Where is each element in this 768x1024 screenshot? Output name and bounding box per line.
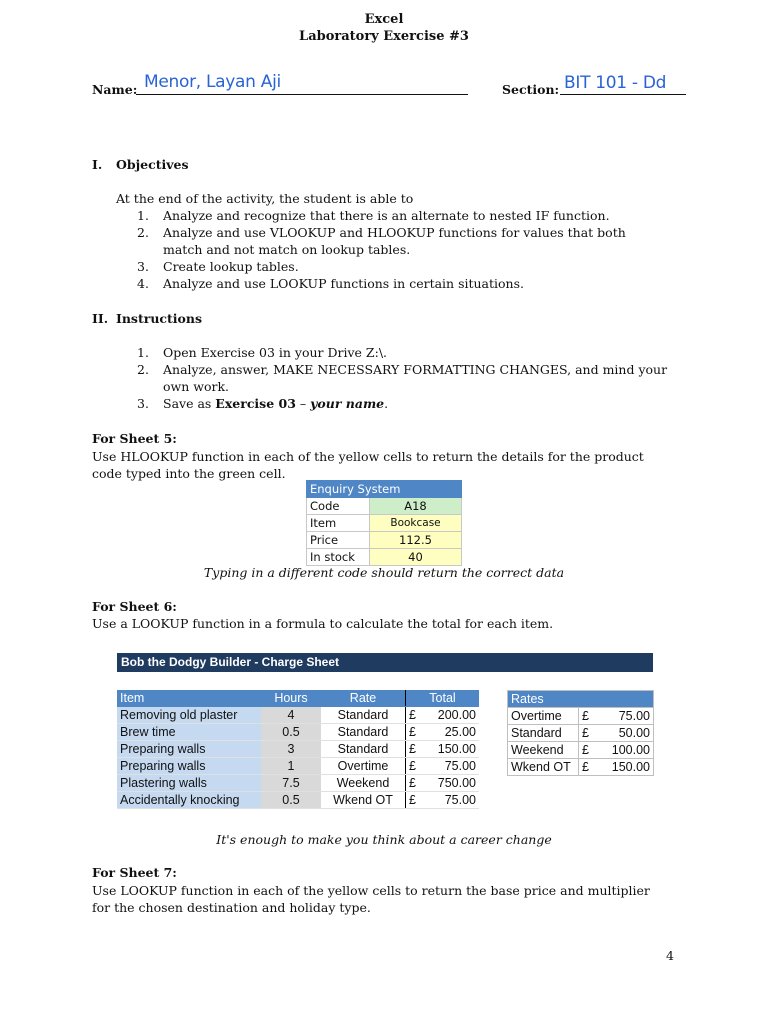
objectives-heading-text: Objectives — [116, 157, 189, 172]
list-item-text: Analyze and use VLOOKUP and HLOOKUP functions for values that both — [163, 225, 626, 240]
price-cell[interactable]: 112.5 — [370, 532, 462, 549]
list-item-number: 3. — [137, 259, 149, 274]
item-cell: Preparing walls — [117, 758, 261, 775]
rate-cell: Wkend OT — [321, 792, 406, 809]
rate-name-cell: Standard — [508, 725, 579, 742]
hours-cell: 0.5 — [261, 792, 321, 809]
sheet5-heading: For Sheet 5: — [92, 431, 177, 446]
currency-cell: £ — [406, 775, 427, 792]
list-item-text: Analyze, answer, MAKE NECESSARY FORMATTING CHANGES, and mind your — [163, 362, 668, 377]
table-row — [508, 708, 654, 725]
list-item — [137, 224, 677, 241]
rates-table — [507, 690, 654, 776]
section-field[interactable] — [560, 73, 686, 95]
column-header: Total — [406, 690, 480, 707]
page-number: 4 — [666, 948, 674, 963]
currency-cell: £ — [406, 707, 427, 724]
instructions-list — [137, 344, 677, 412]
enquiry-label: Item — [307, 515, 370, 532]
table-row — [117, 775, 479, 792]
table-header-row — [117, 690, 479, 707]
section-label: Section: — [502, 82, 560, 97]
total-cell: 75.00 — [426, 792, 479, 809]
stock-cell[interactable]: 40 — [370, 549, 462, 566]
charge-sheet-table — [117, 690, 479, 809]
currency-cell: £ — [406, 741, 427, 758]
currency-cell: £ — [579, 742, 598, 759]
table-row — [508, 725, 654, 742]
list-item-text: Create lookup tables. — [163, 259, 299, 274]
list-item-number: 1. — [137, 208, 149, 223]
sheet6-caption: It's enough to make you think about a career change — [216, 832, 552, 847]
currency-cell: £ — [406, 758, 427, 775]
objectives-intro: At the end of the activity, the student is able to — [116, 191, 414, 206]
period-text: . — [384, 396, 389, 411]
total-cell: 150.00 — [426, 741, 479, 758]
total-cell: 25.00 — [426, 724, 479, 741]
objectives-heading — [92, 157, 189, 172]
rate-cell: Standard — [321, 707, 406, 724]
sheet5-line: code typed into the green cell. — [92, 466, 286, 481]
rate-name-cell: Overtime — [508, 708, 579, 725]
table-row — [508, 759, 654, 776]
sheet5-caption: Typing in a different code should return the correct data — [203, 565, 565, 580]
item-cell: Preparing walls — [117, 741, 261, 758]
rate-name-cell: Wkend OT — [508, 759, 579, 776]
column-header: Item — [117, 690, 261, 707]
list-item-continued — [137, 378, 677, 395]
list-item — [137, 361, 677, 378]
rate-name-cell: Weekend — [508, 742, 579, 759]
list-item-text — [163, 395, 388, 412]
rate-value-cell: 100.00 — [597, 742, 654, 759]
item-cell: Accidentally knocking — [117, 792, 261, 809]
total-cell: 75.00 — [426, 758, 479, 775]
list-item-text: Open Exercise 03 in your Drive Z:\. — [163, 345, 387, 360]
list-item-number: 3. — [137, 396, 149, 411]
hours-cell: 7.5 — [261, 775, 321, 792]
your-name-text: your name — [310, 396, 385, 411]
name-label: Name: — [92, 82, 138, 97]
charge-sheet-clip — [117, 690, 481, 825]
table-row — [117, 707, 479, 724]
table-row — [307, 532, 462, 549]
sheet7-heading: For Sheet 7: — [92, 865, 177, 880]
list-item-number: 1. — [137, 345, 149, 360]
name-value: Menor, Layan Aji — [144, 72, 281, 92]
item-cell: Removing old plaster — [117, 707, 261, 724]
enquiry-title: Enquiry System — [307, 481, 462, 498]
objectives-heading-num: I. — [92, 157, 103, 172]
hours-cell: 0.5 — [261, 724, 321, 741]
currency-cell: £ — [406, 724, 427, 741]
list-item-text: match and not match on lookup tables. — [163, 242, 411, 257]
code-cell[interactable]: A18 — [370, 498, 462, 515]
item-cell: Brew time — [117, 724, 261, 741]
sheet5-instructions — [92, 448, 692, 482]
table-row — [508, 742, 654, 759]
total-cell: 200.00 — [426, 707, 479, 724]
table-row — [117, 724, 479, 741]
sheet6-heading: For Sheet 6: — [92, 599, 177, 614]
rate-value-cell: 150.00 — [597, 759, 654, 776]
total-cell: 750.00 — [426, 775, 479, 792]
enquiry-label: Price — [307, 532, 370, 549]
rate-cell: Weekend — [321, 775, 406, 792]
rate-value-cell: 75.00 — [597, 708, 654, 725]
list-item — [137, 344, 677, 361]
list-item-continued — [137, 241, 677, 258]
list-item-text: own work. — [163, 379, 229, 394]
list-item — [137, 207, 677, 224]
dash-text: – — [295, 396, 311, 411]
currency-cell: £ — [406, 792, 427, 809]
enquiry-label: Code — [307, 498, 370, 515]
sheet7-line: Use LOOKUP function in each of the yellow cells to return the base price and multiplier — [92, 883, 650, 898]
currency-cell: £ — [579, 759, 598, 776]
objectives-list — [137, 207, 677, 292]
instructions-heading-text: Instructions — [116, 311, 203, 326]
list-item — [137, 258, 677, 275]
doc-title: Excel — [364, 12, 404, 27]
currency-cell: £ — [579, 708, 598, 725]
table-header-row — [508, 691, 654, 708]
section-value: BIT 101 - Dd — [564, 73, 667, 93]
enquiry-system-table — [306, 480, 462, 566]
sheet7-line: for the chosen destination and holiday type. — [92, 900, 371, 915]
save-as-text: Save as — [163, 396, 216, 411]
rate-cell: Overtime — [321, 758, 406, 775]
sheet6-instructions: Use a LOOKUP function in a formula to calculate the total for each item. — [92, 616, 554, 631]
table-row — [307, 515, 462, 532]
item-cell: Plastering walls — [117, 775, 261, 792]
list-item — [137, 395, 677, 412]
name-field[interactable] — [136, 72, 468, 95]
sheet7-instructions — [92, 882, 712, 916]
file-name-text: Exercise 03 — [215, 396, 296, 411]
enquiry-label: In stock — [307, 549, 370, 566]
list-item-number: 4. — [137, 276, 149, 291]
item-cell[interactable]: Bookcase — [370, 515, 462, 532]
list-item — [137, 275, 677, 292]
hours-cell: 1 — [261, 758, 321, 775]
currency-cell: £ — [579, 725, 598, 742]
list-item-text: Analyze and use LOOKUP functions in certain situations. — [163, 276, 524, 291]
table-row — [117, 758, 479, 775]
list-item-text: Analyze and recognize that there is an alternate to nested IF function. — [163, 208, 610, 223]
list-item-number: 2. — [137, 225, 149, 240]
table-row — [117, 741, 479, 758]
column-header: Rate — [321, 690, 406, 707]
table-row — [307, 498, 462, 515]
rate-value-cell: 50.00 — [597, 725, 654, 742]
table-row — [117, 792, 479, 809]
table-row — [307, 549, 462, 566]
sheet5-line: Use HLOOKUP function in each of the yellow cells to return the details for the product — [92, 449, 644, 464]
doc-subtitle: Laboratory Exercise #3 — [299, 29, 469, 44]
rate-cell: Standard — [321, 724, 406, 741]
instructions-heading-num: II. — [92, 311, 109, 326]
hours-cell: 3 — [261, 741, 321, 758]
instructions-heading — [92, 311, 203, 326]
charge-sheet-title: Bob the Dodgy Builder - Charge Sheet — [117, 653, 653, 672]
column-header: Hours — [261, 690, 321, 707]
rates-title: Rates — [508, 691, 654, 708]
list-item-number: 2. — [137, 362, 149, 377]
rate-cell: Standard — [321, 741, 406, 758]
hours-cell: 4 — [261, 707, 321, 724]
